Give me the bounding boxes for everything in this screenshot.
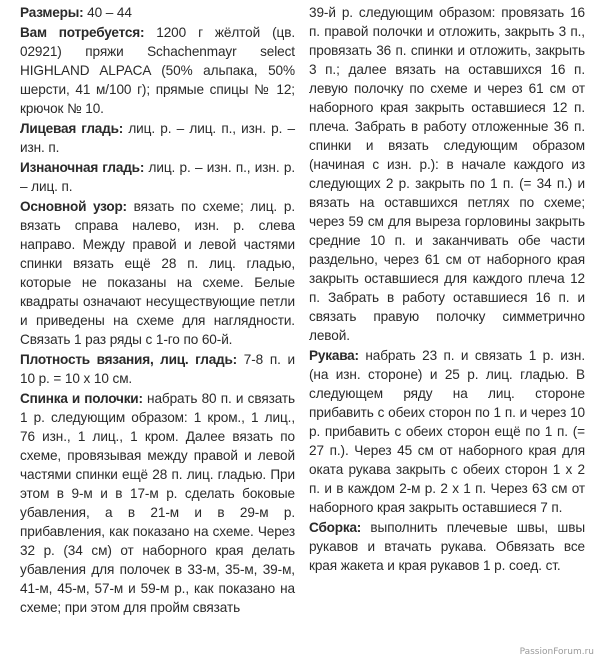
reverse-stockinette-heading: Изнаночная гладь: — [20, 160, 145, 175]
assembly-text: выполнить плечевые швы, швы рукавов и втачать рукава. Обвязать все края жакета и края рукавов 1 р. соед. ст. — [309, 520, 585, 573]
watermark: PassionForum.ru — [519, 647, 594, 657]
sleeve-paragraph — [309, 346, 585, 517]
sleeve-text: набрать 23 п. и связать 1 р. изн. (на изн. стороне) и 25 р. лиц. гладью. В следующем ряду на лиц. стороне прибавить с обеих сторон по 1 п. и через 10 р. прибавить с обеих сторон ещё по 1 п. (= 27 п.). Через 45 см от наборного края для оката рукава закрыть с обеих сторон 1 х 2 п. и в каждом 2-м р. 2 х 1 п. Через 63 см от наборного края закрыть оставшиеся 7 п. — [309, 348, 585, 515]
assembly-paragraph — [309, 518, 585, 575]
stockinette-paragraph — [20, 119, 295, 157]
main-pattern-text: вязать по схеме; лиц. р. вязать справа налево, изн. р. слева направо. Между правой и левой частями спинки вязать ещё 28 п. лиц. гладью, которые не показаны на схеме. Белые квадраты означают несуществующие петли и приведены на схеме для наглядности. Связать 1 раз ряды с 1-го по 60-й. — [20, 199, 295, 347]
main-pattern-heading: Основной узор: — [20, 199, 127, 214]
materials-text: 1200 г жёлтой (цв. 02921) пряжи Schachenmayr select HIGHLAND ALPACA (50% альпака, 50% шерсти, 41 м/100 г); прямые спицы № 12; крючок № 10. — [20, 25, 295, 116]
assembly-heading: Сборка: — [309, 520, 362, 535]
right-column — [309, 3, 585, 575]
stockinette-heading: Лицевая гладь: — [20, 121, 124, 136]
materials-paragraph — [20, 23, 295, 118]
sleeve-heading: Рукава: — [309, 348, 359, 363]
gauge-text: 7-8 п. и 10 р. = 10 х 10 см. — [20, 352, 295, 386]
reverse-stockinette-paragraph — [20, 158, 295, 196]
back-fronts-heading: Спинка и полочки: — [20, 391, 143, 406]
sizes-heading: Размеры: — [20, 5, 84, 20]
sizes-paragraph — [20, 3, 295, 22]
left-column — [20, 3, 295, 617]
reverse-stockinette-text: лиц. р. – изн. п., изн. р. – лиц. п. — [20, 160, 295, 194]
main-pattern-paragraph — [20, 197, 295, 349]
back-fronts-text: набрать 80 п. и связать 1 р. следующим образом: 1 кром., 1 лиц., 76 изн., 1 лиц., 1 кром. Далее вязать по схеме, провязывая между правой и левой частями спинки ещё 28 п. лиц. гладью. При этом в 9-м и в 17-м р. сделать боковые убавления, а в 21-м и в 29-м р. прибавления, как показано на схеме. Через 32 р. (34 см) от наборного края делать убавления для полочек в 33-м, 35-м, 39-м, 41-м, 45-м, 57-м и 59-м р., как показано на схеме; при этом для пройм связать — [20, 391, 295, 615]
stockinette-text: лиц. р. – лиц. п., изн. р. – изн. п. — [20, 121, 295, 155]
back-fronts-continued-paragraph — [309, 3, 585, 345]
materials-heading: Вам потребуется: — [20, 25, 145, 40]
gauge-paragraph — [20, 350, 295, 388]
gauge-heading: Плотность вязания, лиц. гладь: — [20, 352, 237, 367]
sizes-text: 40 – 44 — [83, 5, 132, 20]
back-fronts-continued-text: 39-й р. следующим образом: провязать 16 п. правой полочки и отложить, закрыть 3 п., провязать 36 п. спинки и отложить, закрыть 3 п.; далее вязать на оставшихся 16 п. левую полочку по схеме и через 61 см от наборного края закрыть оставшиеся 12 п. плеча. Забрать в работу отложенные 36 п. спинки и вязать следующим образом (начиная с изн. р.): в начале каждого из следующих 2 р. закрыть по 1 п. (= 34 п.) и вязать на оставшихся петлях по схеме; через 59 см для выреза горловины закрыть средние 10 п. и заканчивать обе части раздельно, через 61 см от наборного края закрыть оставшиеся для каждого плеча 12 п. Забрать в работу оставшиеся 16 п. и связать правую полочку симметрично левой. — [309, 5, 585, 343]
back-fronts-paragraph — [20, 389, 295, 617]
